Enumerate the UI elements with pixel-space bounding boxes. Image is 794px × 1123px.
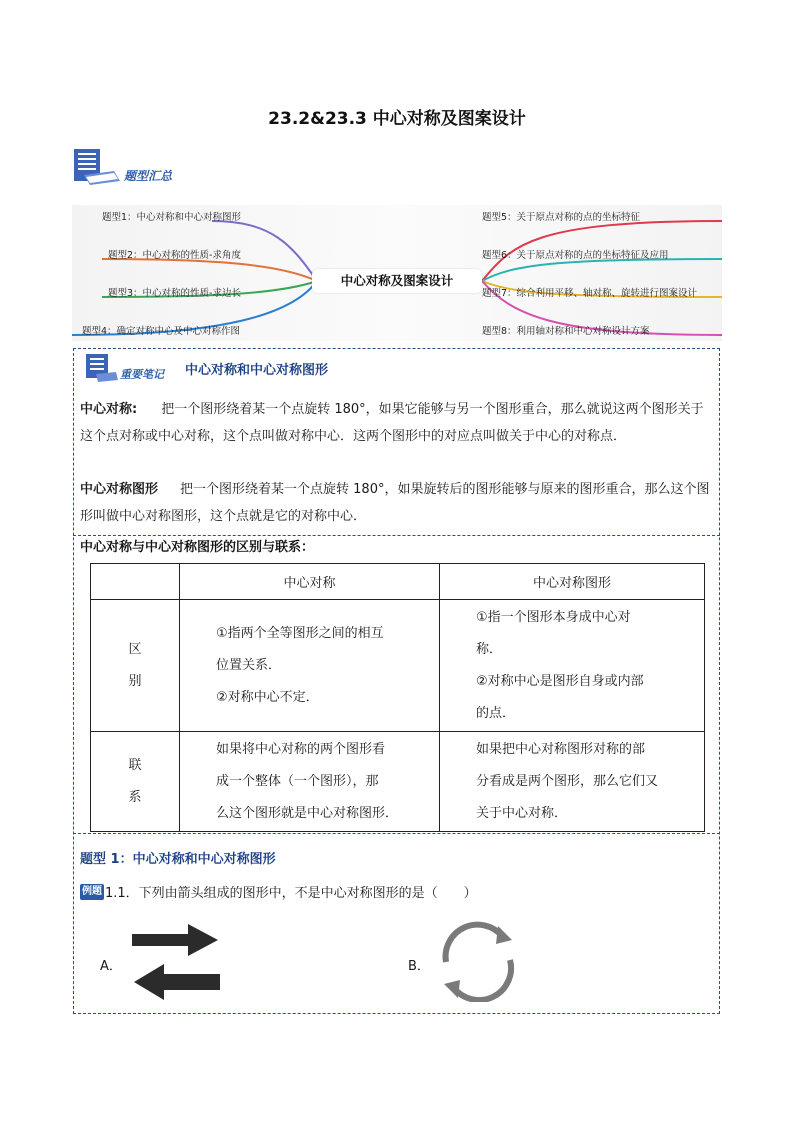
- table-cell: [180, 600, 440, 732]
- cell-line: 位置关系．: [216, 657, 282, 673]
- cell-line: 么这个图形就是中心对称图形．: [216, 805, 399, 821]
- definition-text: 把一个图形绕着某一个点旋转 180°，如果旋转后的图形能够与原来的图形重合，那么这个图形叫做中心对称图形，这个点就是它的对称中心．: [80, 482, 710, 524]
- note-tag: 重要笔记: [120, 368, 164, 381]
- note-title: 中心对称和中心对称图形: [185, 363, 329, 378]
- topic-heading: 题型 1：中心对称和中心对称图形: [80, 852, 276, 867]
- table-cell: [440, 732, 705, 832]
- branch-6: [482, 259, 722, 281]
- compare-heading: 中心对称与中心对称图形的区别与联系：: [80, 540, 315, 555]
- definition-central-symmetric-figure: [80, 477, 710, 530]
- row-label: [91, 732, 180, 832]
- cell-line: ①指一个图形本身成中心对: [476, 609, 631, 625]
- row-label-text: 别: [128, 673, 142, 689]
- arrowhead-bottom: [444, 980, 460, 998]
- row-label-text: 系: [128, 789, 142, 805]
- note-header: [84, 352, 184, 382]
- column-header: 中心对称图形: [440, 564, 705, 600]
- table-row: [91, 600, 705, 732]
- section-header: [74, 147, 204, 187]
- example-tag: 例题: [80, 884, 104, 900]
- section-label: 题型汇总: [124, 169, 173, 183]
- mind-map-item: 题型4：确定对称中心及中心对称作图: [82, 326, 241, 337]
- arc-top: [446, 925, 502, 962]
- opposing-arrows-figure: [128, 920, 224, 1004]
- mind-map-item: 题型2：中心对称的性质-求角度: [108, 250, 241, 261]
- cell-line: ②对称中心不定．: [216, 689, 319, 705]
- notebook-icon: [84, 352, 120, 382]
- cell-line: ②对称中心是图形自身或内部: [476, 673, 644, 689]
- row-label: [91, 600, 180, 732]
- cell-line: ①指两个全等图形之间的相互: [216, 625, 384, 641]
- table-header-row: [91, 564, 705, 600]
- row-label-text: 联: [128, 757, 142, 773]
- table-cell: [440, 600, 705, 732]
- cell-line: 的点．: [476, 705, 516, 721]
- definition-text: 把一个图形绕着某一个点旋转 180°，如果它能够与另一个图形重合，那么就说这两个图形关于这个点对称或中心对称，这个点叫做对称中心．这两个图形中的对应点叫做关于中心的对称点．: [80, 402, 704, 444]
- cell-line: 如果把中心对称图形对称的部: [476, 741, 646, 757]
- page-title: 23.2&23.3 中心对称及图案设计: [268, 109, 526, 129]
- table-corner: [91, 564, 180, 600]
- mind-map-item: 题型7：综合利用平移、轴对称、旋转进行图案设计: [482, 288, 698, 299]
- term: 中心对称图形: [80, 482, 159, 497]
- arrowhead-top: [496, 926, 512, 944]
- mind-map: [72, 205, 722, 341]
- mind-map-item: 题型6：关于原点对称的点的坐标特征及应用: [482, 250, 669, 261]
- definition-central-symmetry: [80, 397, 710, 450]
- cell-line: 关于中心对称．: [476, 805, 568, 821]
- term: 中心对称:: [80, 402, 138, 417]
- circular-arrows-figure: [432, 918, 524, 1002]
- mind-map-item: 题型5：关于原点对称的点的坐标特征: [482, 212, 641, 223]
- cell-line: 称．: [476, 641, 503, 657]
- divider: [73, 833, 720, 834]
- mind-map-item: 题型8：利用轴对称和中心对称设计方案: [482, 326, 650, 337]
- question-text: 1.1．下列由箭头组成的图形中，不是中心对称图形的是（ ）: [105, 886, 477, 901]
- mind-map-center: 中心对称及图案设计: [312, 269, 482, 293]
- table-row: [91, 732, 705, 832]
- table-cell: [180, 732, 440, 832]
- row-label-text: 区: [128, 641, 142, 657]
- mind-map-item: 题型3：中心对称的性质-求边长: [108, 288, 241, 299]
- arc-bottom: [454, 960, 511, 1000]
- arrow-left: [134, 964, 220, 1000]
- cell-line: 成一个整体（一个图形），那: [216, 773, 379, 789]
- arrow-right: [132, 924, 218, 956]
- mind-map-item: 题型1：中心对称和中心对称图形: [102, 212, 242, 223]
- books-icon: [74, 147, 122, 187]
- option-a-label: A．: [100, 959, 122, 974]
- comparison-table: [90, 563, 705, 832]
- cell-line: 分看成是两个图形，那么它们又: [476, 773, 659, 789]
- branch-2: [102, 259, 317, 281]
- cell-line: 如果将中心对称的两个图形看: [216, 741, 386, 757]
- column-header: 中心对称: [180, 564, 440, 600]
- option-b-label: B．: [408, 959, 430, 974]
